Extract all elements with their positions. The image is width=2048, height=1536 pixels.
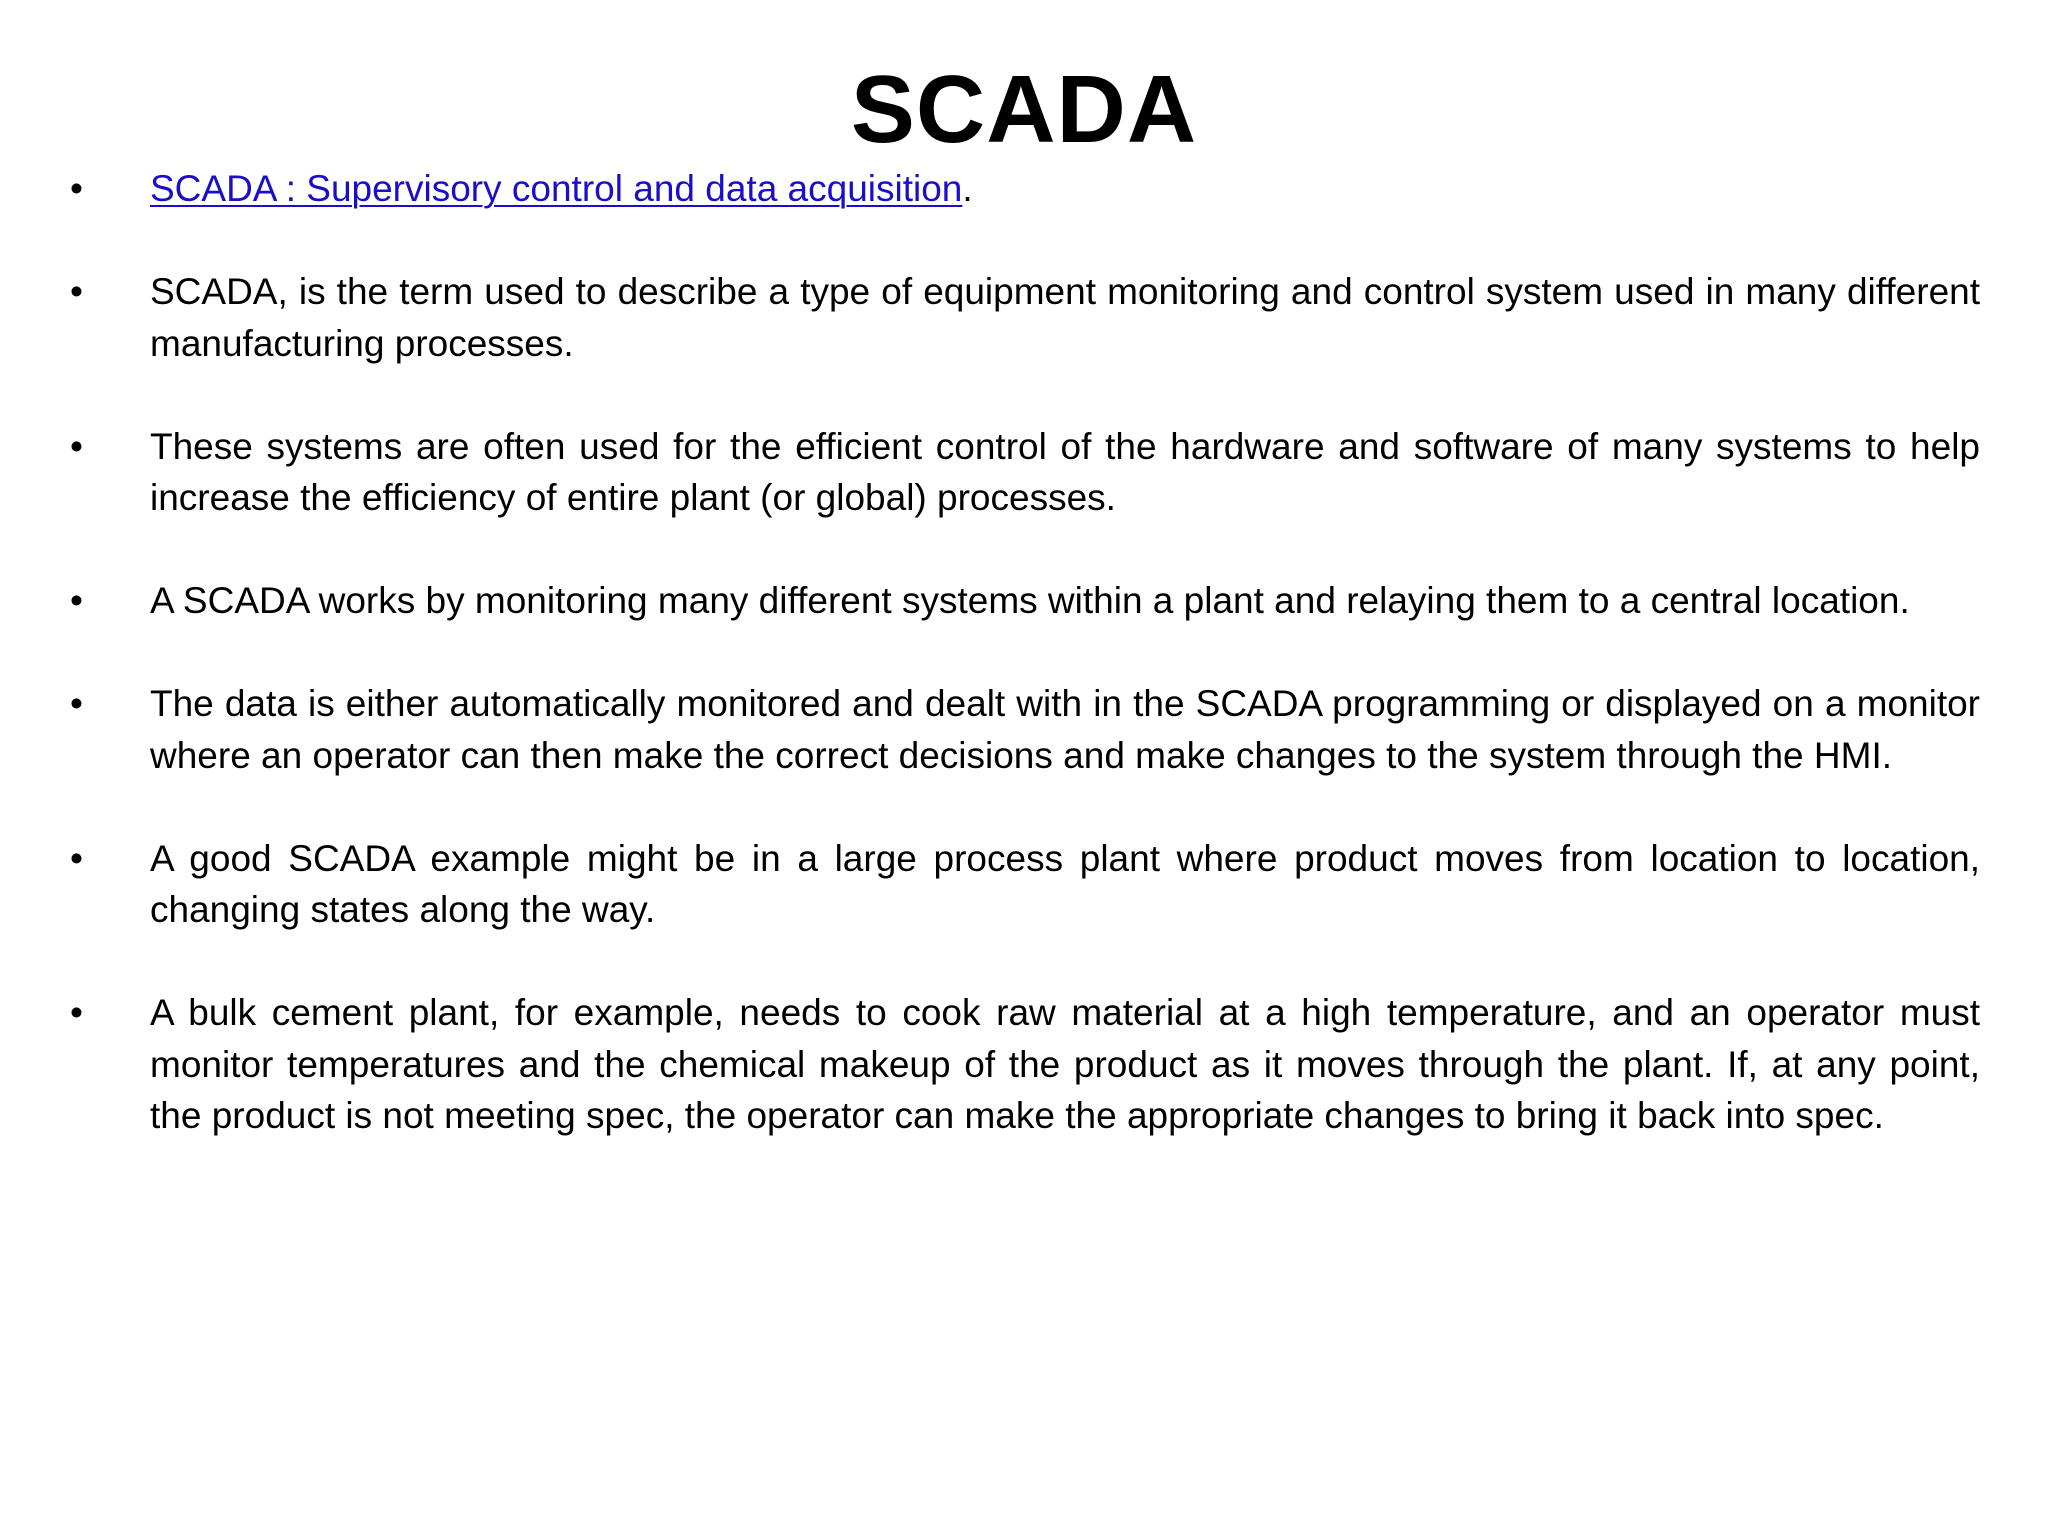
scada-definition-link[interactable]: SCADA : Supervisory control and data acquisition [150, 168, 963, 209]
bullet-item [70, 421, 1980, 524]
link-suffix: . [962, 168, 973, 209]
bullet-item [70, 266, 1980, 369]
bullet-text: These systems are often used for the efficient control of the hardware and software of many systems to help increase the efficiency of entire plant (or global) processes. [150, 425, 1980, 518]
bullet-dot-icon: • [70, 992, 83, 1033]
bullet-item [70, 833, 1980, 936]
bullet-text: A SCADA works by monitoring many different systems within a plant and relaying them to a central location. [150, 580, 1910, 621]
bullet-dot-icon: • [70, 425, 83, 467]
bullet-item [70, 987, 1980, 1142]
bullet-item [70, 575, 1980, 627]
bullet-text: SCADA, is the term used to describe a type of equipment monitoring and control system used in many different manufacturing processes. [150, 271, 1980, 364]
bullet-list [70, 163, 1980, 1193]
bullet-dot-icon: • [70, 683, 83, 724]
bullet-dot-icon: • [70, 580, 83, 621]
bullet-text: A bulk cement plant, for example, needs to cook raw material at a high temperature, and an operator must monitor temperatures and the chemical makeup of the product as it moves through the plant. If, at any point, the product is not meeting spec, the operator can make the appropriate changes to bring it back into spec. [150, 992, 1980, 1136]
bullet-dot-icon: • [70, 271, 83, 312]
bullet-item [70, 163, 1980, 215]
slide-title: SCADA [850, 56, 1198, 163]
bullet-dot-icon: • [70, 168, 83, 209]
bullet-item [70, 678, 1980, 781]
bullet-text: A good SCADA example might be in a large process plant where product moves from location to location, changing states along the way. [150, 837, 1980, 930]
bullet-dot-icon: • [70, 837, 83, 879]
bullet-text: The data is either automatically monitored and dealt with in the SCADA programming or displayed on a monitor where an operator can then make the correct decisions and make changes to the system through the HMI. [150, 683, 1980, 776]
